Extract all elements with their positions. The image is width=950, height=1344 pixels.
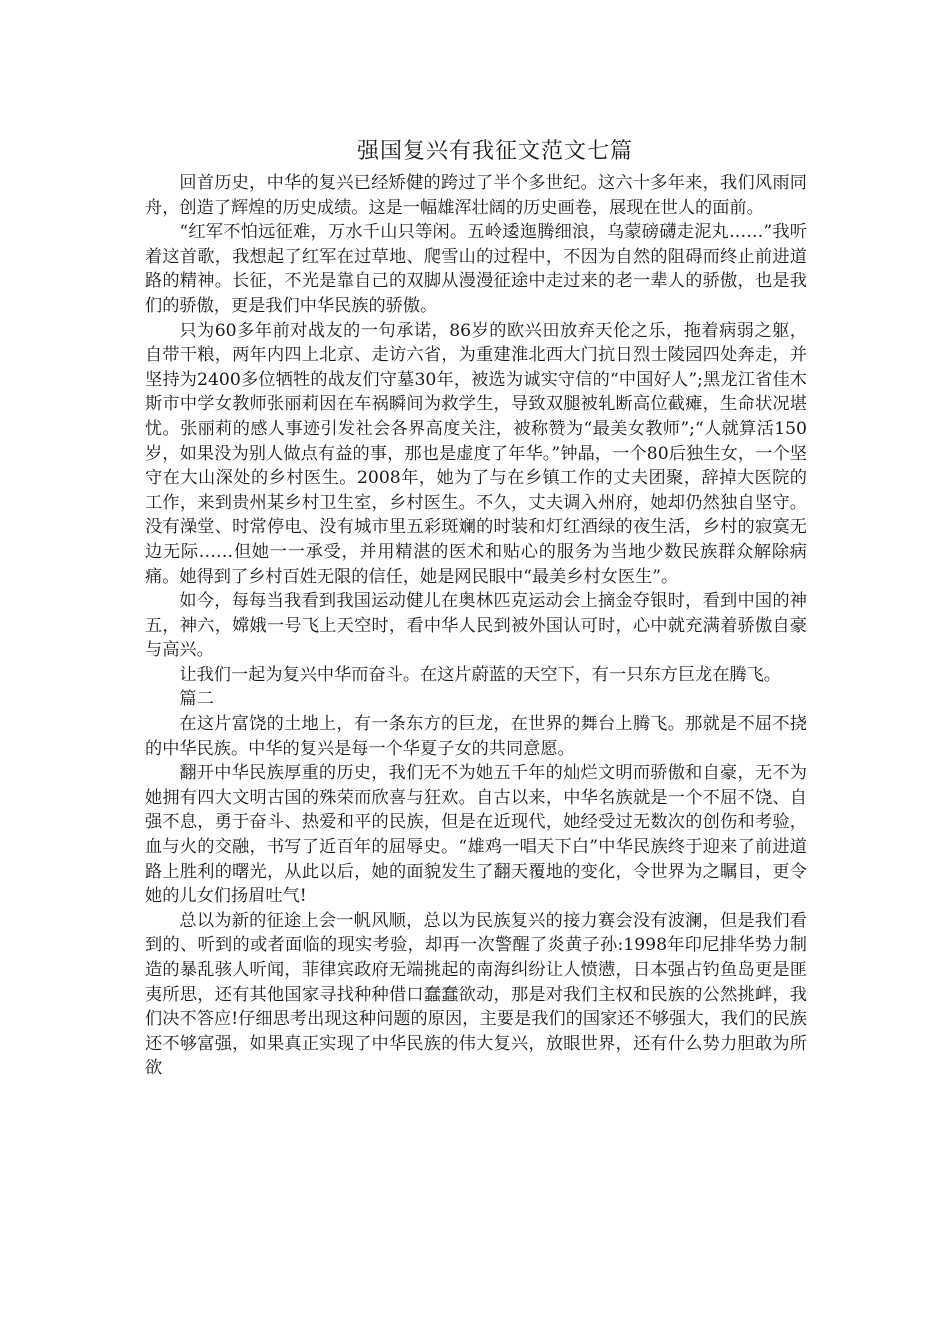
document-body — [145, 133, 807, 1081]
paragraph: 在这片富饶的土地上，有一条东方的巨龙，在世界的舞台上腾飞。那就是不屈不挠的中华民族。中华的复兴是每一个华夏子女的共同意愿。 — [145, 714, 807, 759]
paragraph: 回首历史，中华的复兴已经矫健的跨过了半个多世纪。这六十多年来，我们风雨同舟，创造了辉煌的历史成绩。这是一幅雄浑壮阔的历史画卷，展现在世人的面前。 — [145, 173, 807, 218]
document-title: 强国复兴有我征文范文七篇 — [356, 139, 633, 164]
section-heading: 篇二 — [179, 689, 214, 710]
paragraph: “红军不怕远征难，万水千山只等闲。五岭逶迤腾细浪，乌蒙磅礴走泥丸……”我听着这首歌，我想起了红军在过草地、爬雪山的过程中，不因为自然的阻碍而终止前进道路的精神。长征，不光是靠自己的双脚从漫漫征途中走过来的老一辈人的骄傲，也是我们的骄傲，更是我们中华民族的骄傲。 — [145, 222, 807, 316]
paragraph: 只为60多年前对战友的一句承诺，86岁的欧兴田放弃天伦之乐，拖着病弱之躯，自带干粮，两年内四上北京、走访六省，为重建淮北西大门抗日烈士陵园四处奔走，并坚持为2400多位牺牲的战友们守墓30年，被选为诚实守信的“中国好人”;黑龙江省佳木斯市中学女教师张丽莉因在车祸瞬间为救学生，导致双腿被轧断高位截瘫，生命状况堪忧。张丽莉的感人事迹引发社会各界高度关注，被称赞为“最美女教师”;“人就算活150岁，如果没为别人做点有益的事，那也是虚度了年华。”钟晶，一个80后独生女，一个坚守在大山深处的乡村医生。2008年，她为了与在乡镇工作的丈夫团聚，辞掉大医院的工作，来到贵州某乡村卫生室，乡村医生。不久，丈夫调入州府，她却仍然独自坚守。没有澡堂、时常停电、没有城市里五彩斑斓的时装和灯红酒绿的夜生活，乡村的寂寞无边无际……但她一一承受，并用精湛的医术和贴心的服务为当地少数民族群众解除病痛。她得到了乡村百姓无限的信任，她是网民眼中“最美乡村女医生”。 — [145, 320, 807, 587]
paragraph: 如今，每每当我看到我国运动健儿在奥林匹克运动会上摘金夺银时，看到中国的神五，神六，嫦娥一号飞上天空时，看中华人民到被外国认可时，心中就充满着骄傲自豪与高兴。 — [145, 591, 807, 661]
paragraph: 让我们一起为复兴中华而奋斗。在这片蔚蓝的天空下，有一只东方巨龙在腾飞。 — [179, 664, 781, 685]
paragraph: 翻开中华民族厚重的历史，我们无不为她五千年的灿烂文明而骄傲和自豪，无不为她拥有四大文明古国的殊荣而欣喜与狂欢。自古以来，中华名族就是一个不屈不饶、自强不息，勇于奋斗、热爱和平的民族，但是在近现代，她经受过无数次的创伤和考验，血与火的交融，书写了近百年的屈辱史。“雄鸡一唱天下白”中华民族终于迎来了前进道路上胜利的曙光，从此以后，她的面貌发生了翻天覆地的变化，令世界为之瞩目，更令她的儿女们扬眉吐气! — [145, 763, 807, 907]
paragraph: 总以为新的征途上会一帆风顺，总以为民族复兴的接力赛会没有波澜，但是我们看到的、听到的或者面临的现实考验，却再一次警醒了炎黄子孙:1998年印尼排华势力制造的暴乱骇人听闻，菲律宾政府无端挑起的南海纠纷让人愤懑，日本强占钓鱼岛更是匪夷所思，还有其他国家寻找种种借口蠢蠢欲动，那是对我们主权和民族的公然挑衅，我们决不答应!仔细思考出现这种问题的原因，主要是我们的国家还不够强大，我们的民族还不够富强，如果真正实现了中华民族的伟大复兴，放眼世界，还有什么势力胆敢为所欲 — [145, 910, 807, 1079]
